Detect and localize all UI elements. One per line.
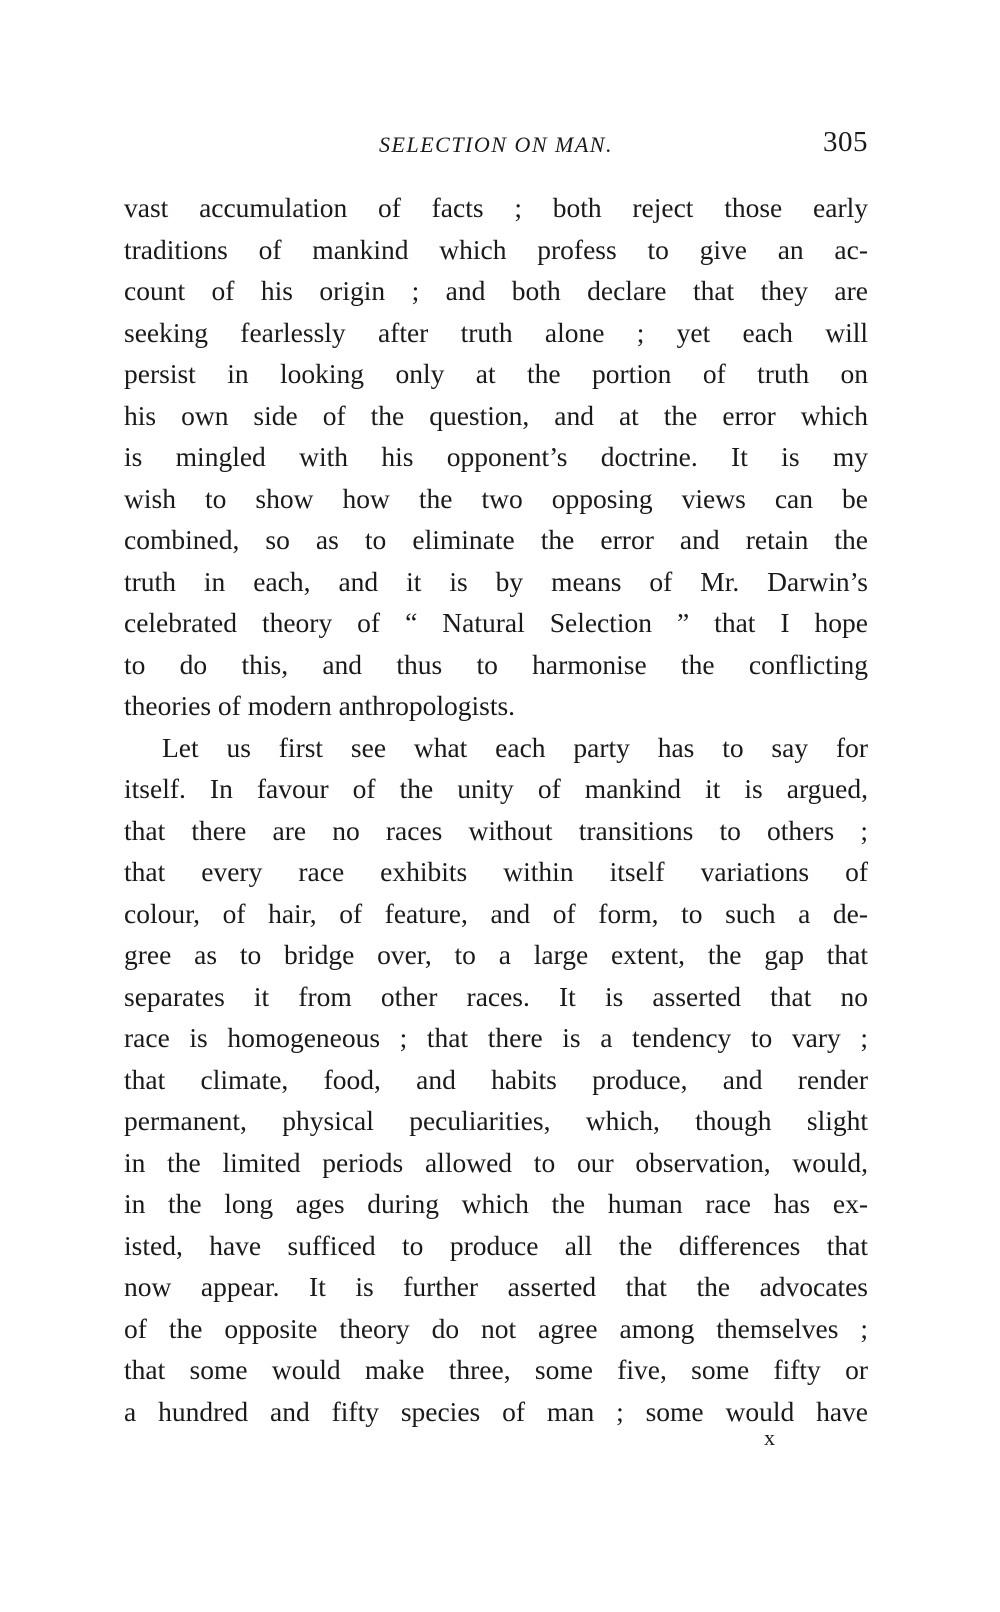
text-line: traditions of mankind which profess to give an ac- xyxy=(124,233,868,265)
text-line: colour, of hair, of feature, and of form, to such a de- xyxy=(124,897,868,929)
text-line: a hundred and fifty species of man ; some would have xyxy=(124,1395,868,1427)
text-line: to do this, and thus to harmonise the conflicting xyxy=(124,648,868,680)
text-line: theories of modern anthropologists. xyxy=(124,690,516,721)
text-line: that climate, food, and habits produce, and render xyxy=(124,1063,868,1095)
paragraph xyxy=(124,727,868,1433)
text-line: that every race exhibits within itself variations of xyxy=(124,856,868,887)
running-title: SELECTION ON MAN. xyxy=(379,132,613,157)
text-line: race is homogeneous ; that there is a tendency to vary ; xyxy=(124,1022,868,1053)
text-line: truth in each, and it is by means of Mr. Darwin’s xyxy=(124,565,868,597)
text-line: isted, have sufficed to produce all the differences that xyxy=(124,1229,868,1261)
text-line: now appear. It is further asserted that the advocates xyxy=(124,1271,868,1302)
running-head xyxy=(124,126,868,166)
page-number: 305 xyxy=(823,126,868,158)
text-line: of the opposite theory do not agree among themselves ; xyxy=(124,1312,868,1344)
text-line: separates it from other races. It is asserted that no xyxy=(124,980,868,1012)
text-line: permanent, physical peculiarities, which, though slight xyxy=(124,1105,868,1136)
text-line: is mingled with his opponent’s doctrine. It is my xyxy=(124,441,868,472)
text-line: in the limited periods allowed to our observation, would, xyxy=(124,1146,868,1178)
signature-mark: x xyxy=(764,1425,776,1450)
text-line: in the long ages during which the human race has ex- xyxy=(124,1188,868,1219)
text-line: vast accumulation of facts ; both reject those early xyxy=(124,192,868,223)
text-line: seeking fearlessly after truth alone ; yet each will xyxy=(124,316,868,348)
text-line: persist in looking only at the portion of truth on xyxy=(124,358,868,389)
text-line: Let us first see what each party has to say for xyxy=(162,731,868,763)
text-line: his own side of the question, and at the error which xyxy=(124,399,868,431)
text-line: celebrated theory of “ Natural Selection ” that I hope xyxy=(124,607,868,638)
body-text xyxy=(124,187,868,1432)
text-line: that there are no races without transitions to others ; xyxy=(124,814,868,846)
text-line: that some would make three, some five, some fifty or xyxy=(124,1354,868,1385)
text-line: wish to show how the two opposing views can be xyxy=(124,482,868,514)
paragraph xyxy=(124,187,868,727)
text-line: gree as to bridge over, to a large extent, the gap that xyxy=(124,939,868,970)
text-line: count of his origin ; and both declare that they are xyxy=(124,275,868,306)
text-line: combined, so as to eliminate the error and retain the xyxy=(124,524,868,555)
text-line: itself. In favour of the unity of mankind it is argued, xyxy=(124,773,868,804)
